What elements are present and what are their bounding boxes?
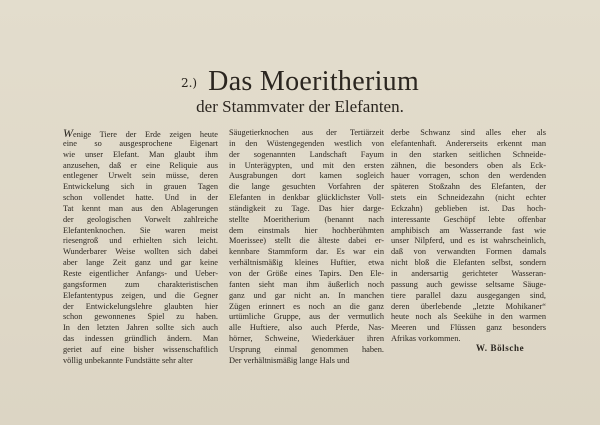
text-line: heute noch als Seekühe in den warmen — [391, 312, 546, 322]
text-line: passung auch gewisse seltsame Säuge- — [391, 279, 546, 289]
text-line: wie unser Elefant. Man glaubt ihm — [63, 149, 218, 159]
text-line: entlegener Urwelt sein müsse, deren — [63, 171, 218, 181]
plate-number: 2.) — [180, 76, 198, 90]
text-line: geriet auf eine bisher wissenschaftlich — [63, 344, 218, 354]
page-subtitle: der Stammvater der Elefanten. — [196, 97, 404, 116]
text-column-1 — [63, 128, 218, 367]
text-line: deren überlebende „letzte Mohikaner“ — [391, 301, 546, 311]
text-line: Meeren und Flüssen ganz besonders — [391, 323, 546, 333]
text-line: amphibisch am Wasserrande fast wie — [391, 225, 546, 235]
text-line: alle Huftiere, also auch Pferde, Nas- — [229, 323, 384, 333]
text-line: hauer vorragen, schon den werdenden — [391, 171, 546, 181]
text-line: anzusehen, daß er eine Reliquie aus — [63, 160, 218, 170]
text-line: der Entwickelungslehre glaubten hier — [63, 301, 218, 311]
text-line: kennbare Stammform dar. Es war ein — [229, 247, 384, 257]
text-line: Zügen erinnert es noch an die ganz — [229, 301, 384, 311]
text-line: eine so ausgesprochene Eigenart — [63, 138, 218, 148]
text-line: gangsformen zum charakteristischen — [63, 279, 218, 289]
text-line: Elefantenknochen. Sie waren meist — [63, 225, 218, 235]
page-title: Das Moeritherium — [208, 66, 420, 97]
text-line: fanten sieht man ihm äußerlich noch — [229, 279, 384, 289]
text-line: der geologischen Vorwelt zahlreiche — [63, 214, 218, 224]
drop-cap: W — [63, 126, 73, 140]
text-line: schon vollendet hatte. Und in der — [63, 193, 218, 203]
text-line: derbe Schwanz sind alles eher als — [391, 128, 546, 137]
text-line: Ursprung einmal genommen haben. — [229, 344, 384, 354]
text-line: Säugetierknochen aus der Tertiärzeit — [229, 128, 384, 137]
text-column-3 — [391, 128, 546, 345]
text-line: Elefantentypus zeigen, und die Gegner — [63, 290, 218, 300]
text-line: Elefanten in denkbar glücklichster Voll- — [229, 193, 384, 203]
author-signature: W. Bölsche — [476, 343, 525, 353]
text-line: zähnen, die besonders oben als Eck- — [391, 160, 546, 170]
text-line: von der Größe eines Tapirs. Den Ele- — [229, 268, 384, 278]
text-line: Afrikas vorkommen. — [391, 334, 461, 344]
text-line: interessante Geschöpf lebte offenbar — [391, 214, 546, 224]
text-line: schon gewonnenes Spiel zu haben. — [63, 312, 218, 322]
text-line: urtümliche Gruppe, aus der vermutlich — [229, 312, 384, 322]
text-line: völlig unbekannte Fundstätte sehr alter — [63, 355, 193, 365]
text-line: ganz und gar nicht an. In manchen — [229, 290, 384, 300]
text-line: in den starken seitlichen Schneide- — [391, 149, 546, 159]
text-line: elefantenhaft. Andererseits erkennt man — [391, 138, 546, 148]
text-line: riesengroß und erhielten sich leicht. — [63, 236, 218, 246]
text-column-2 — [229, 128, 384, 367]
text-line: der sogenannten Landschaft Fayum — [229, 149, 384, 159]
text-line: in den Wüstengegenden westlich von — [229, 138, 384, 148]
text-line: Der verhältnismäßig lange Hals und — [229, 355, 350, 365]
text-line: Eckzahn) geblieben ist. Das hoch- — [391, 203, 546, 213]
text-line: tiere parallel dazu ausgegangen sind, — [391, 290, 546, 300]
text-line: unser Nilpferd, und es ist wahrscheinlich, — [391, 236, 546, 246]
text-line: Wunderbarer Weise wollten sich dabei — [63, 247, 218, 257]
text-line: Moerissee) stellt die älteste dabei er- — [229, 236, 384, 246]
text-line: verhältnismäßig kleines Huftier, etwa — [229, 258, 384, 268]
title-row — [0, 66, 600, 98]
text-line: Wenige Tiere der Erde zeigen heute — [63, 126, 218, 140]
text-line: Entwickelung sich in grauen Tagen — [63, 182, 218, 192]
text-line: nicht bloß die Elefanten selbst, sondern — [391, 258, 546, 268]
text-line: in Unterägypten, und mit den ersten — [229, 160, 384, 170]
text-line: In den letzten Jahren sollte sich auch — [63, 323, 218, 333]
text-line: das indessen gründlich ändern. Man — [63, 334, 218, 344]
text-line: daß von verwandten Formen damals — [391, 247, 546, 257]
text-line: dem einstmals hier hochberühmten — [229, 225, 384, 235]
text-line: stellte Moeritherium (benannt nach — [229, 214, 384, 224]
text-line: Reste eigentlicher Anfangs- und Ueber- — [63, 268, 218, 278]
text-line: in andersartig gerichteter Wasseran- — [391, 268, 546, 278]
text-line: ständigkeit zu Tage. Das hier darge- — [229, 203, 384, 213]
text-line: stets ein Schneidezahn (nicht echter — [391, 193, 546, 203]
text-line: aber lange Zeit ganz und gar keine — [63, 258, 218, 268]
text-line: Ausgrabungen dort kamen sogleich — [229, 171, 384, 181]
text-line: Tat kennt man aus den Ablagerungen — [63, 203, 218, 213]
text-line: späteren Stoßzahn des Elefanten, der — [391, 182, 546, 192]
text-line: hörner, Schweine, Wiederkäuer ihren — [229, 334, 384, 344]
text-line: die lange gesuchten Vorfahren der — [229, 182, 384, 192]
